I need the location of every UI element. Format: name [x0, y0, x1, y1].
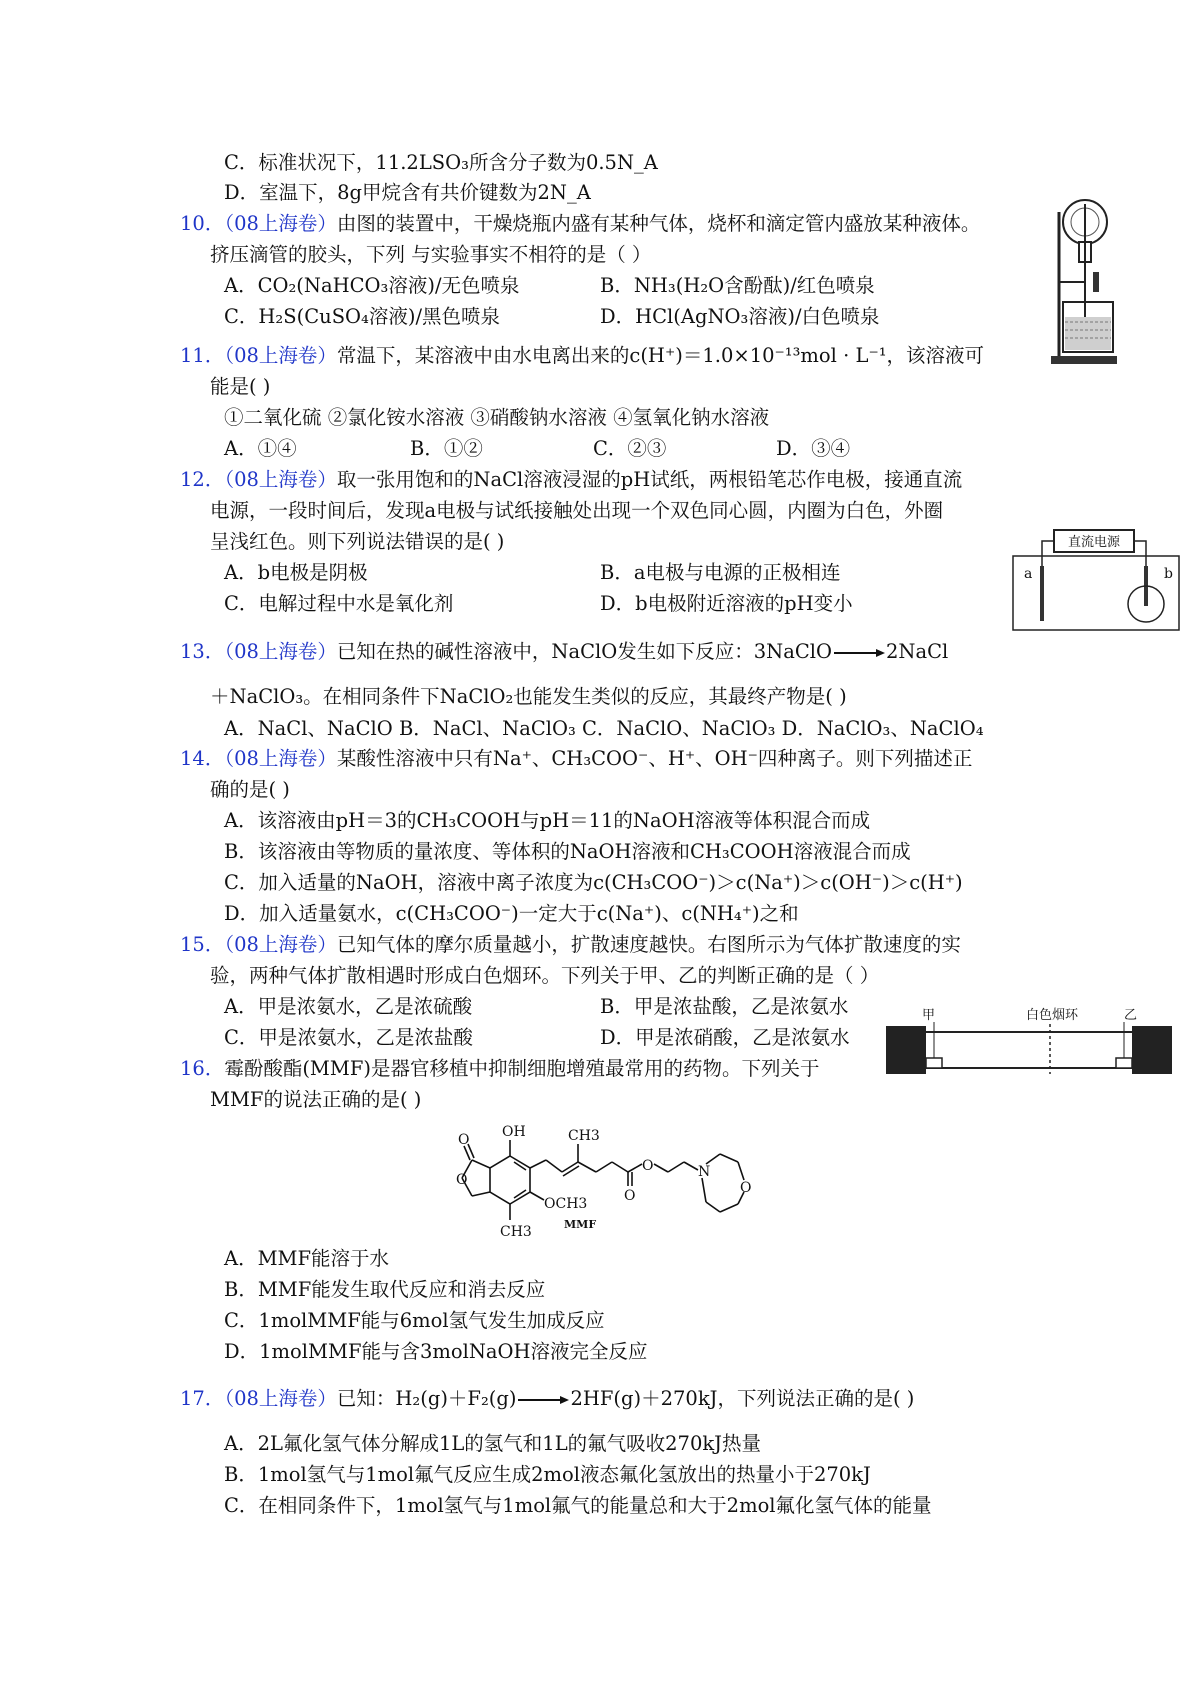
power-supply-label: 直流电源: [1067, 535, 1121, 550]
q14-stem-line1: 14．（08上海卷）某酸性溶液中只有Na⁺、CH₃COO⁻、H⁺、OH⁻四种离子。则下列描述正: [180, 747, 973, 770]
q11-option-a: A．①④: [224, 437, 297, 460]
q16-stem-line2: MMF的说法正确的是( ): [210, 1088, 422, 1111]
question-source: （08上海卷）: [224, 212, 337, 235]
q10-option-d: D．HCl(AgNO₃溶液)/白色喷泉: [600, 305, 880, 328]
q15-option-d: D．甲是浓硝酸，乙是浓氨水: [600, 1026, 850, 1049]
q14-stem-line2: 确的是( ): [210, 778, 290, 801]
q15-option-a: A．甲是浓氨水，乙是浓硫酸: [224, 995, 473, 1018]
yi-label: 乙: [1124, 1008, 1138, 1023]
question-source: （08上海卷）: [224, 344, 337, 367]
question-number: 14．: [180, 747, 225, 770]
question-source: （08上海卷）: [224, 1387, 337, 1410]
question-source: （08上海卷）: [224, 933, 337, 956]
electrode-b-label: b: [1164, 566, 1173, 582]
morpholine-oxygen-label: O: [740, 1180, 752, 1196]
q16-option-d: D．1molMMF能与含3molNaOH溶液完全反应: [224, 1340, 648, 1363]
q12-option-d: D．b电极附近溶液的pH变小: [600, 592, 853, 615]
mmf-label: MMF: [564, 1218, 597, 1231]
q14-option-d: D．加入适量氨水，c(CH₃COO⁻)一定大于c(Na⁺)、c(NH₄⁺)之和: [224, 902, 799, 925]
methyl-top-label: CH3: [568, 1128, 600, 1144]
q16-option-b: B．MMF能发生取代反应和消去反应: [224, 1278, 546, 1301]
q10-stem-line1: 10．（08上海卷）由图的装置中，干燥烧瓶内盛有某种气体，烧杯和滴定管内盛放某种液体。: [180, 212, 981, 235]
q10-option-b: B．NH₃(H₂O含酚酞)/红色喷泉: [600, 274, 875, 297]
q10-option-a: A．CO₂(NaHCO₃溶液)/无色喷泉: [224, 274, 520, 297]
question-number: 13．: [180, 640, 225, 663]
question-number: 11．: [180, 344, 225, 367]
q12-stem-line3: 呈浅红色。则下列说法错误的是( ): [210, 530, 505, 553]
q16-stem-line1: 16．霉酚酸酯(MMF)是器官移植中抑制细胞增殖最常用的药物。下列关于: [180, 1057, 820, 1080]
question-source: （08上海卷）: [224, 640, 337, 663]
q17-option-c: C．在相同条件下，1mol氢气与1mol氟气的能量总和大于2mol氟化氢气体的能量: [224, 1494, 932, 1517]
q11-option-b: B．①②: [410, 437, 483, 460]
q11-stem-line1: 11．（08上海卷）常温下，某溶液中由水电离出来的c(H⁺)＝1.0×10⁻¹³mol · L⁻¹，该溶液可: [180, 344, 985, 367]
q13-stem-line2: ＋NaClO₃。在相同条件下NaClO₂也能发生类似的反应，其最终产物是( ): [210, 685, 847, 708]
electrolysis-figure: [1012, 526, 1182, 632]
q12-option-c: C．电解过程中水是氧化剂: [224, 592, 454, 615]
q14-option-b: B．该溶液由等物质的量浓度、等体积的NaOH溶液和CH₃COOH溶液混合而成: [224, 840, 911, 863]
q9-option-c: C．标准状况下，11.2LSO₃所含分子数为0.5N_A: [224, 151, 658, 174]
q14-option-c: C．加入适量的NaOH，溶液中离子浓度为c(CH₃COO⁻)＞c(Na⁺)＞c(OH⁻)＞c(H⁺): [224, 871, 963, 894]
q9-option-d: D．室温下，8g甲烷含有共价键数为2N_A: [224, 181, 591, 204]
q12-stem-line1: 12．（08上海卷）取一张用饱和的NaCl溶液浸湿的pH试纸，两根铅笔芯作电极，接通直流: [180, 468, 963, 491]
ester-oxygen-label: O: [642, 1158, 654, 1174]
q10-stem-line2: 挤压滴管的胶头，下列 与实验事实不相符的是（ ）: [210, 243, 652, 266]
reaction-arrow-icon: [832, 648, 886, 658]
gas-diffusion-tube-figure: [884, 1002, 1174, 1078]
q12-option-b: B．a电极与电源的正极相连: [600, 561, 841, 584]
q13-stem-line1: 13．（08上海卷）已知在热的碱性溶液中，NaClO发生如下反应：3NaClO 2NaCl: [180, 640, 949, 663]
q15-stem-line1: 15．（08上海卷）已知气体的摩尔质量越小，扩散速度越快。右图所示为气体扩散速度的实: [180, 933, 961, 956]
question-number: 17．: [180, 1387, 225, 1410]
fountain-apparatus-figure: [1045, 192, 1120, 372]
mmf-structure-figure: [448, 1120, 758, 1240]
q15-stem-line2: 验，两种气体扩散相遇时形成白色烟环。下列关于甲、乙的判断正确的是（ ）: [210, 964, 880, 987]
question-number: 12．: [180, 468, 225, 491]
q11-option-c: C．②③: [593, 437, 667, 460]
q17-stem: 17．（08上海卷）已知：H₂(g)＋F₂(g) 2HF(g)＋270kJ，下列说法正确的是( ): [180, 1387, 915, 1410]
q15-option-b: B．甲是浓盐酸，乙是浓氨水: [600, 995, 849, 1018]
hydroxyl-label: OH: [502, 1124, 526, 1140]
q13-options: A．NaCl、NaClO B．NaCl、NaClO₃ C．NaClO、NaClO₃ D．NaClO₃、NaClO₄: [224, 717, 984, 740]
q11-option-d: D．③④: [776, 437, 851, 460]
nitrogen-label: N: [698, 1164, 711, 1180]
q17-option-a: A．2L氟化氢气体分解成1L的氢气和1L的氟气吸收270kJ热量: [224, 1432, 762, 1455]
methoxy-label: OCH3: [544, 1196, 588, 1212]
question-number: 16．: [180, 1057, 225, 1080]
methyl-bottom-label: CH3: [500, 1224, 532, 1240]
q16-option-a: A．MMF能溶于水: [224, 1247, 390, 1270]
ring-oxygen-label: O: [456, 1172, 468, 1188]
jia-label: 甲: [922, 1008, 936, 1023]
q16-option-c: C．1molMMF能与6mol氢气发生加成反应: [224, 1309, 605, 1332]
q12-stem-line2: 电源，一段时间后，发现a电极与试纸接触处出现一个双色同心圆，内圈为白色，外圈: [210, 499, 944, 522]
q15-option-c: C．甲是浓氨水，乙是浓盐酸: [224, 1026, 473, 1049]
ester-carbonyl-oxygen-label: O: [624, 1188, 636, 1204]
question-source: （08上海卷）: [224, 468, 337, 491]
question-source: （08上海卷）: [224, 747, 337, 770]
reaction-arrow-icon: [516, 1395, 570, 1405]
question-number: 15．: [180, 933, 225, 956]
q11-items: ①二氧化硫 ②氯化铵水溶液 ③硝酸钠水溶液 ④氢氧化钠水溶液: [224, 406, 770, 429]
q17-option-b: B．1mol氢气与1mol氟气反应生成2mol液态氟化氢放出的热量小于270kJ: [224, 1463, 871, 1486]
carbonyl-oxygen-label: O: [458, 1132, 470, 1148]
q12-option-a: A．b电极是阴极: [224, 561, 368, 584]
question-number: 10．: [180, 212, 225, 235]
q11-stem-line2: 能是( ): [210, 375, 271, 398]
electrode-a-label: a: [1024, 566, 1033, 582]
q10-option-c: C．H₂S(CuSO₄溶液)/黑色喷泉: [224, 305, 501, 328]
q14-option-a: A．该溶液由pH＝3的CH₃COOH与pH＝11的NaOH溶液等体积混合而成: [224, 809, 871, 832]
smoke-ring-label: 白色烟环: [1026, 1008, 1079, 1023]
